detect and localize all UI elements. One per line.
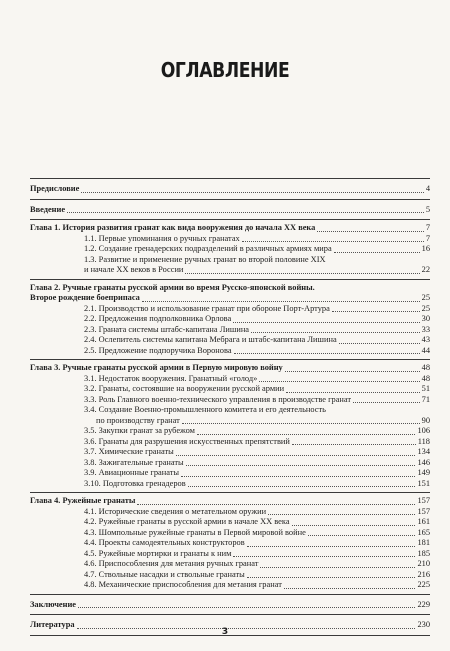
toc-entry[interactable] [30, 580, 430, 591]
toc-entry[interactable] [30, 304, 430, 315]
toc-entry-title: Глава 4. Ружейные гранаты [30, 496, 136, 505]
toc-entry-title: Заключение [30, 599, 77, 609]
toc-entry-page: 22 [421, 265, 430, 274]
toc-block-conclusion [30, 595, 430, 616]
toc-entry-title: 1.3. Развитие и применение ручных гранат во второй половине XIX [84, 254, 326, 264]
toc-entry-title: 3.1. Недостаток вооружения. Гранатный «голод» [84, 373, 258, 383]
toc-block-chapter-1 [30, 220, 430, 280]
toc-entry-title: 2.1. Производство и использование гранат при обороне Порт-Артура [84, 303, 330, 313]
toc-entry[interactable] [30, 265, 430, 276]
toc-block-chapter-3 [30, 360, 430, 493]
toc-entry-page: 216 [417, 569, 430, 579]
leader-dots [176, 455, 416, 456]
toc-entry[interactable] [30, 395, 430, 406]
toc-entry[interactable] [30, 437, 430, 448]
toc-block-intro [30, 200, 430, 221]
leader-dots [285, 371, 420, 372]
leader-dots [317, 231, 423, 232]
toc-entry-page: 210 [417, 559, 430, 568]
toc-entry-page: 5 [425, 204, 430, 214]
toc-entry-page: 146 [417, 457, 430, 467]
leader-dots [251, 332, 420, 333]
toc-entry-title: 1.2. Создание гренадерских подразделений в различных армиях мира [84, 244, 332, 253]
toc-entry-title: 3.6. Гранаты для разрушения искусственных препятствий [84, 436, 290, 446]
toc-entry[interactable] [30, 447, 430, 458]
toc-entry-page: 90 [421, 415, 430, 425]
toc-entry[interactable] [30, 517, 430, 528]
leader-dots [186, 465, 416, 466]
toc-entry[interactable] [30, 293, 430, 304]
toc-entry-page: 25 [421, 293, 430, 302]
leader-dots [332, 311, 420, 312]
toc-entry-title: Литература [30, 620, 75, 629]
toc-entry-page: 134 [417, 447, 430, 456]
toc-block-chapter-2 [30, 280, 430, 361]
leader-dots [268, 514, 415, 515]
page-number: 3 [221, 627, 229, 637]
toc-entry[interactable] [30, 205, 430, 216]
toc-entry[interactable] [30, 335, 430, 346]
toc-entry-title: 3.9. Авиационные гранаты [84, 468, 180, 477]
toc-entry-title: 2.4. Ослепитель системы капитана Мебрага и штабс-капитана Лишина [84, 335, 337, 344]
leader-dots [242, 241, 424, 242]
toc-entry-title: Введение [30, 204, 66, 214]
toc-entry[interactable] [30, 244, 430, 255]
toc-entry-title: 4.7. Ствольные насадки и ствольные гранаты [84, 569, 245, 579]
toc-entry-page: 165 [417, 527, 430, 537]
toc-entry[interactable] [30, 528, 430, 539]
toc-entry[interactable] [30, 384, 430, 395]
toc-entry-title: 4.4. Проекты самодеятельных конструкторов [84, 538, 245, 547]
toc-entry-title: 2.3. Граната системы штабс-капитана Лишина [84, 324, 250, 334]
toc-entry[interactable] [30, 283, 430, 294]
toc-entry[interactable] [30, 374, 430, 385]
toc-entry[interactable] [30, 479, 430, 490]
toc-entry-title: 3.5. Закупки гранат за рубежом [84, 426, 195, 435]
toc-entry[interactable] [30, 458, 430, 469]
toc-entry-title: 4.1. Исторические сведения о метательном оружии [84, 506, 267, 516]
toc-entry-page: 161 [417, 517, 430, 526]
toc-entry[interactable] [30, 559, 430, 570]
toc-entry-page: 106 [417, 426, 430, 435]
toc-entry-title: 2.2. Предложения подполковника Орлова [84, 314, 232, 323]
leader-dots [284, 588, 416, 589]
toc-entry-page: 157 [417, 496, 430, 505]
leader-dots [67, 212, 424, 213]
toc-entry-page: 4 [425, 184, 430, 193]
toc-entry-title: Глава 1. История развития гранат как вида вооружения до начала XX века [30, 223, 316, 232]
toc-entry-title: 4.5. Ружейные мортирки и гранаты к ним [84, 548, 232, 558]
leader-dots [188, 486, 416, 487]
table-of-contents [30, 178, 430, 636]
leader-dots [260, 567, 415, 568]
leader-dots [142, 301, 420, 302]
toc-entry-title: Глава 3. Ручные гранаты русской армии в Первую мировую войну [30, 363, 283, 372]
toc-entry-page: 44 [421, 345, 430, 355]
page-title: ОГЛАВЛЕНИЕ [160, 58, 290, 82]
leader-dots [334, 252, 420, 253]
toc-entry-page: 149 [417, 468, 430, 477]
toc-entry-title: 3.2. Гранаты, состоявшие на вооружении русской армии [84, 384, 285, 393]
toc-entry-page: 229 [417, 599, 430, 609]
leader-dots [197, 434, 415, 435]
leader-dots [286, 392, 420, 393]
toc-entry[interactable] [30, 255, 430, 266]
toc-entry-title: Второе рождение боеприпаса [30, 293, 140, 302]
toc-entry-page: 151 [417, 478, 430, 488]
toc-entry[interactable] [30, 184, 430, 195]
toc-entry-title: 3.4. Создание Военно-промышленного комитета и его деятельность [84, 405, 326, 414]
toc-entry-page: 43 [421, 335, 430, 344]
toc-entry-title: 1.1. Первые упоминания о ручных гранатах [84, 233, 240, 243]
toc-entry[interactable] [30, 600, 430, 611]
toc-entry-page: 48 [421, 363, 430, 372]
toc-entry-title: 3.10. Подготовка гренадеров [84, 478, 186, 488]
toc-entry[interactable] [30, 570, 430, 581]
toc-entry[interactable] [30, 234, 430, 245]
toc-entry-title: 4.2. Ружейные гранаты в русской армии в начале XX века [84, 517, 290, 526]
toc-entry[interactable] [30, 496, 430, 507]
toc-entry-page: 48 [421, 373, 430, 383]
toc-entry-page: 7 [425, 223, 430, 232]
leader-dots [233, 322, 419, 323]
leader-dots [339, 343, 420, 344]
toc-entry[interactable] [30, 223, 430, 234]
toc-entry-page: 118 [417, 436, 430, 446]
toc-entry-page: 7 [425, 233, 430, 243]
toc-entry-title: и начале XX веков в России [84, 265, 184, 274]
toc-entry[interactable] [30, 538, 430, 549]
toc-entry[interactable] [30, 507, 430, 518]
leader-dots [292, 525, 416, 526]
leader-dots [353, 402, 420, 403]
toc-entry[interactable] [30, 314, 430, 325]
toc-entry[interactable] [30, 346, 430, 357]
toc-entry-page: 181 [417, 538, 430, 547]
toc-entry-page: 51 [421, 384, 430, 393]
toc-entry-title: по производству гранат [96, 415, 180, 425]
toc-entry-title: 4.3. Шомпольные ружейные гранаты в Первой мировой войне [84, 527, 306, 537]
toc-entry-title: 3.3. Роль Главного военно-технического управления в производстве гранат [84, 394, 352, 404]
toc-entry-title: Глава 2. Ручные гранаты русской армии во время Русско-японской войны. [30, 282, 315, 292]
toc-entry[interactable] [30, 363, 430, 374]
leader-dots [247, 577, 416, 578]
toc-entry[interactable] [30, 405, 430, 416]
toc-entry-title: 4.8. Механические приспособления для метания гранат [84, 580, 282, 589]
toc-entry-page: 25 [421, 303, 430, 313]
toc-entry-title: 4.6. Приспособления для метания ручных гранат [84, 559, 259, 568]
toc-entry-page: 33 [421, 324, 430, 334]
toc-block-chapter-4 [30, 493, 430, 595]
toc-entry[interactable] [30, 325, 430, 336]
leader-dots [233, 556, 415, 557]
toc-block-preface [30, 179, 430, 200]
toc-entry[interactable] [30, 416, 430, 427]
leader-dots [259, 381, 419, 382]
toc-entry-title: 3.8. Зажигательные гранаты [84, 457, 184, 467]
toc-entry-page: 16 [421, 244, 430, 253]
toc-entry-title: Предисловие [30, 184, 80, 193]
leader-dots [185, 273, 419, 274]
toc-entry[interactable] [30, 426, 430, 437]
leader-dots [308, 535, 416, 536]
toc-entry-page: 30 [421, 314, 430, 323]
leader-dots [247, 546, 416, 547]
toc-entry[interactable] [30, 549, 430, 560]
toc-entry-page: 157 [417, 506, 430, 516]
leader-dots [137, 504, 415, 505]
toc-entry[interactable] [30, 468, 430, 479]
toc-entry-page: 230 [417, 620, 430, 629]
leader-dots [78, 607, 415, 608]
leader-dots [234, 353, 420, 354]
leader-dots [181, 476, 415, 477]
leader-dots [292, 444, 416, 445]
leader-dots [182, 423, 420, 424]
toc-entry-title: 3.7. Химические гранаты [84, 447, 174, 456]
toc-entry-page: 71 [421, 394, 430, 404]
leader-dots [81, 192, 424, 193]
toc-entry-title: 2.5. Предложение подпоручика Воронова [84, 345, 232, 355]
toc-entry-page: 185 [417, 548, 430, 558]
toc-entry-page: 225 [417, 580, 430, 589]
